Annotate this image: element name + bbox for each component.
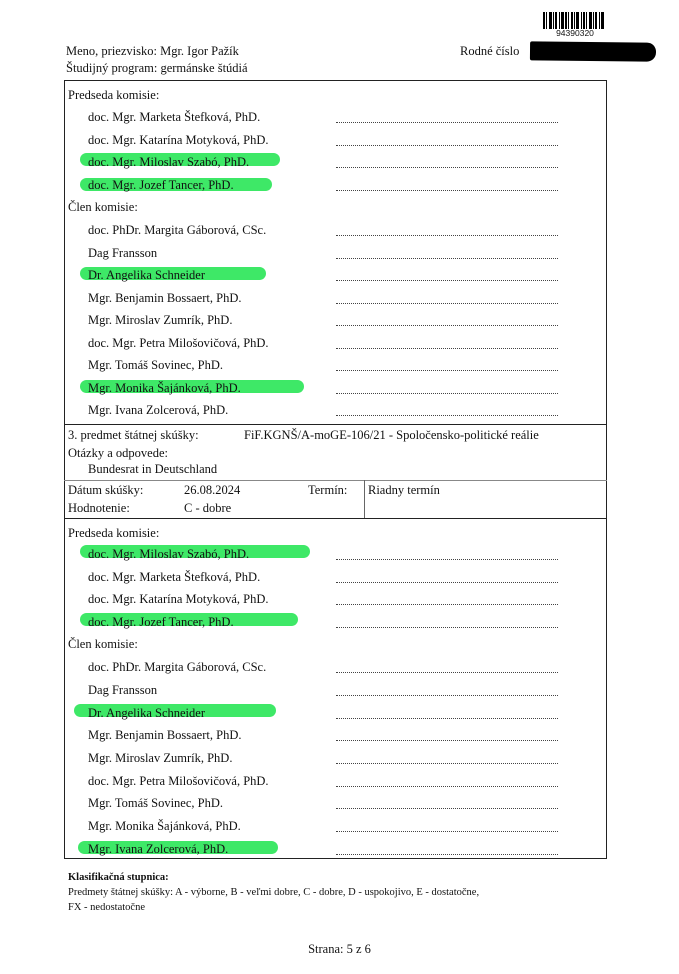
signature-line xyxy=(336,672,558,673)
member-name: doc. PhDr. Margita Gáborová, CSc. xyxy=(88,660,267,674)
member-name: Mgr. Monika Šajánková, PhD. xyxy=(88,381,241,395)
chair-name: doc. Mgr. Katarína Motyková, PhD. xyxy=(88,592,269,606)
signature-line xyxy=(336,258,558,259)
subject-label: 3. predmet štátnej skúšky: xyxy=(68,428,199,442)
signature-line xyxy=(336,393,558,394)
qa-value: Bundesrat in Deutschland xyxy=(88,462,218,476)
signature-line xyxy=(336,325,558,326)
signature-line xyxy=(336,415,558,416)
signature-line xyxy=(336,303,558,304)
barcode-number: 94390320 xyxy=(556,28,594,38)
redaction-bar xyxy=(530,41,656,61)
date-value: 26.08.2024 xyxy=(184,483,241,497)
signature-line xyxy=(336,348,558,349)
member-name: Mgr. Tomáš Sovinec, PhD. xyxy=(88,796,224,810)
subject-code: FiF.KGNŠ/A-moGE-106/21 - Spoločensko-politické reálie xyxy=(244,428,539,442)
member-name: Mgr. Miroslav Zumrík, PhD. xyxy=(88,313,233,327)
member-name: doc. PhDr. Margita Gáborová, CSc. xyxy=(88,223,267,237)
signature-line xyxy=(336,831,558,832)
member-name: Dag Fransson xyxy=(88,246,158,260)
signature-line xyxy=(336,604,558,605)
barcode-image xyxy=(543,12,607,29)
signature-line xyxy=(336,370,558,371)
signature-line xyxy=(336,786,558,787)
member-name: Mgr. Ivana Zolcerová, PhD. xyxy=(88,403,229,417)
chair-label-2: Predseda komisie: xyxy=(68,526,160,540)
signature-line xyxy=(336,854,558,855)
signature-line xyxy=(336,280,558,281)
subject-divider xyxy=(64,480,607,481)
signature-line xyxy=(336,718,558,719)
signature-line xyxy=(336,190,558,191)
chair-name: doc. Mgr. Miloslav Szabó, PhD. xyxy=(88,155,250,169)
signature-line xyxy=(336,763,558,764)
scale-line-2: FX - nedostatočne xyxy=(68,902,145,913)
chair-name: doc. Mgr. Marketa Štefková, PhD. xyxy=(88,110,261,124)
signature-line xyxy=(336,808,558,809)
member-name: Mgr. Benjamin Bossaert, PhD. xyxy=(88,291,242,305)
signature-line xyxy=(336,582,558,583)
scale-title: Klasifikačná stupnica: xyxy=(68,872,169,883)
signature-line xyxy=(336,695,558,696)
member-name: Dr. Angelika Schneider xyxy=(88,268,205,282)
chair-name: doc. Mgr. Marketa Štefková, PhD. xyxy=(88,570,261,584)
member-name: Mgr. Tomáš Sovinec, PhD. xyxy=(88,358,224,372)
qa-label: Otázky a odpovede: xyxy=(68,446,168,460)
member-name: doc. Mgr. Petra Milošovičová, PhD. xyxy=(88,336,269,350)
chair-name: doc. Mgr. Jozef Tancer, PhD. xyxy=(88,615,234,629)
term-label: Termín: xyxy=(308,483,348,497)
member-name: Mgr. Miroslav Zumrík, PhD. xyxy=(88,751,233,765)
chair-name: doc. Mgr. Miloslav Szabó, PhD. xyxy=(88,547,250,561)
member-name: Mgr. Benjamin Bossaert, PhD. xyxy=(88,728,242,742)
grade-value: C - dobre xyxy=(184,501,232,515)
signature-line xyxy=(336,559,558,560)
term-value: Riadny termín xyxy=(368,483,440,497)
member-name: Mgr. Ivana Zolcerová, PhD. xyxy=(88,842,229,856)
page-number: Strana: 5 z 6 xyxy=(308,942,371,956)
signature-line xyxy=(336,627,558,628)
member-name: doc. Mgr. Petra Milošovičová, PhD. xyxy=(88,774,269,788)
scale-line-1: Predmety štátnej skúšky: A - výborne, B - veľmi dobre, C - dobre, D - uspokojivo, E - dostatočne, xyxy=(68,887,480,898)
signature-line xyxy=(336,740,558,741)
term-divider xyxy=(364,480,365,519)
member-name: Dr. Angelika Schneider xyxy=(88,706,205,720)
signature-line xyxy=(336,122,558,123)
member-label-1: Člen komisie: xyxy=(68,200,138,214)
grade-label: Hodnotenie: xyxy=(68,501,130,515)
student-name: Meno, priezvisko: Mgr. Igor Pažík xyxy=(66,44,239,58)
chair-label-1: Predseda komisie: xyxy=(68,88,160,102)
birth-number-label: Rodné číslo xyxy=(460,44,520,58)
member-name: Mgr. Monika Šajánková, PhD. xyxy=(88,819,241,833)
member-label-2: Člen komisie: xyxy=(68,637,138,651)
signature-line xyxy=(336,235,558,236)
chair-name: doc. Mgr. Katarína Motyková, PhD. xyxy=(88,133,269,147)
date-label: Dátum skúšky: xyxy=(68,483,144,497)
study-program: Študijný program: germánske štúdiá xyxy=(66,61,248,75)
chair-name: doc. Mgr. Jozef Tancer, PhD. xyxy=(88,178,234,192)
signature-line xyxy=(336,145,558,146)
signature-line xyxy=(336,167,558,168)
member-name: Dag Fransson xyxy=(88,683,158,697)
